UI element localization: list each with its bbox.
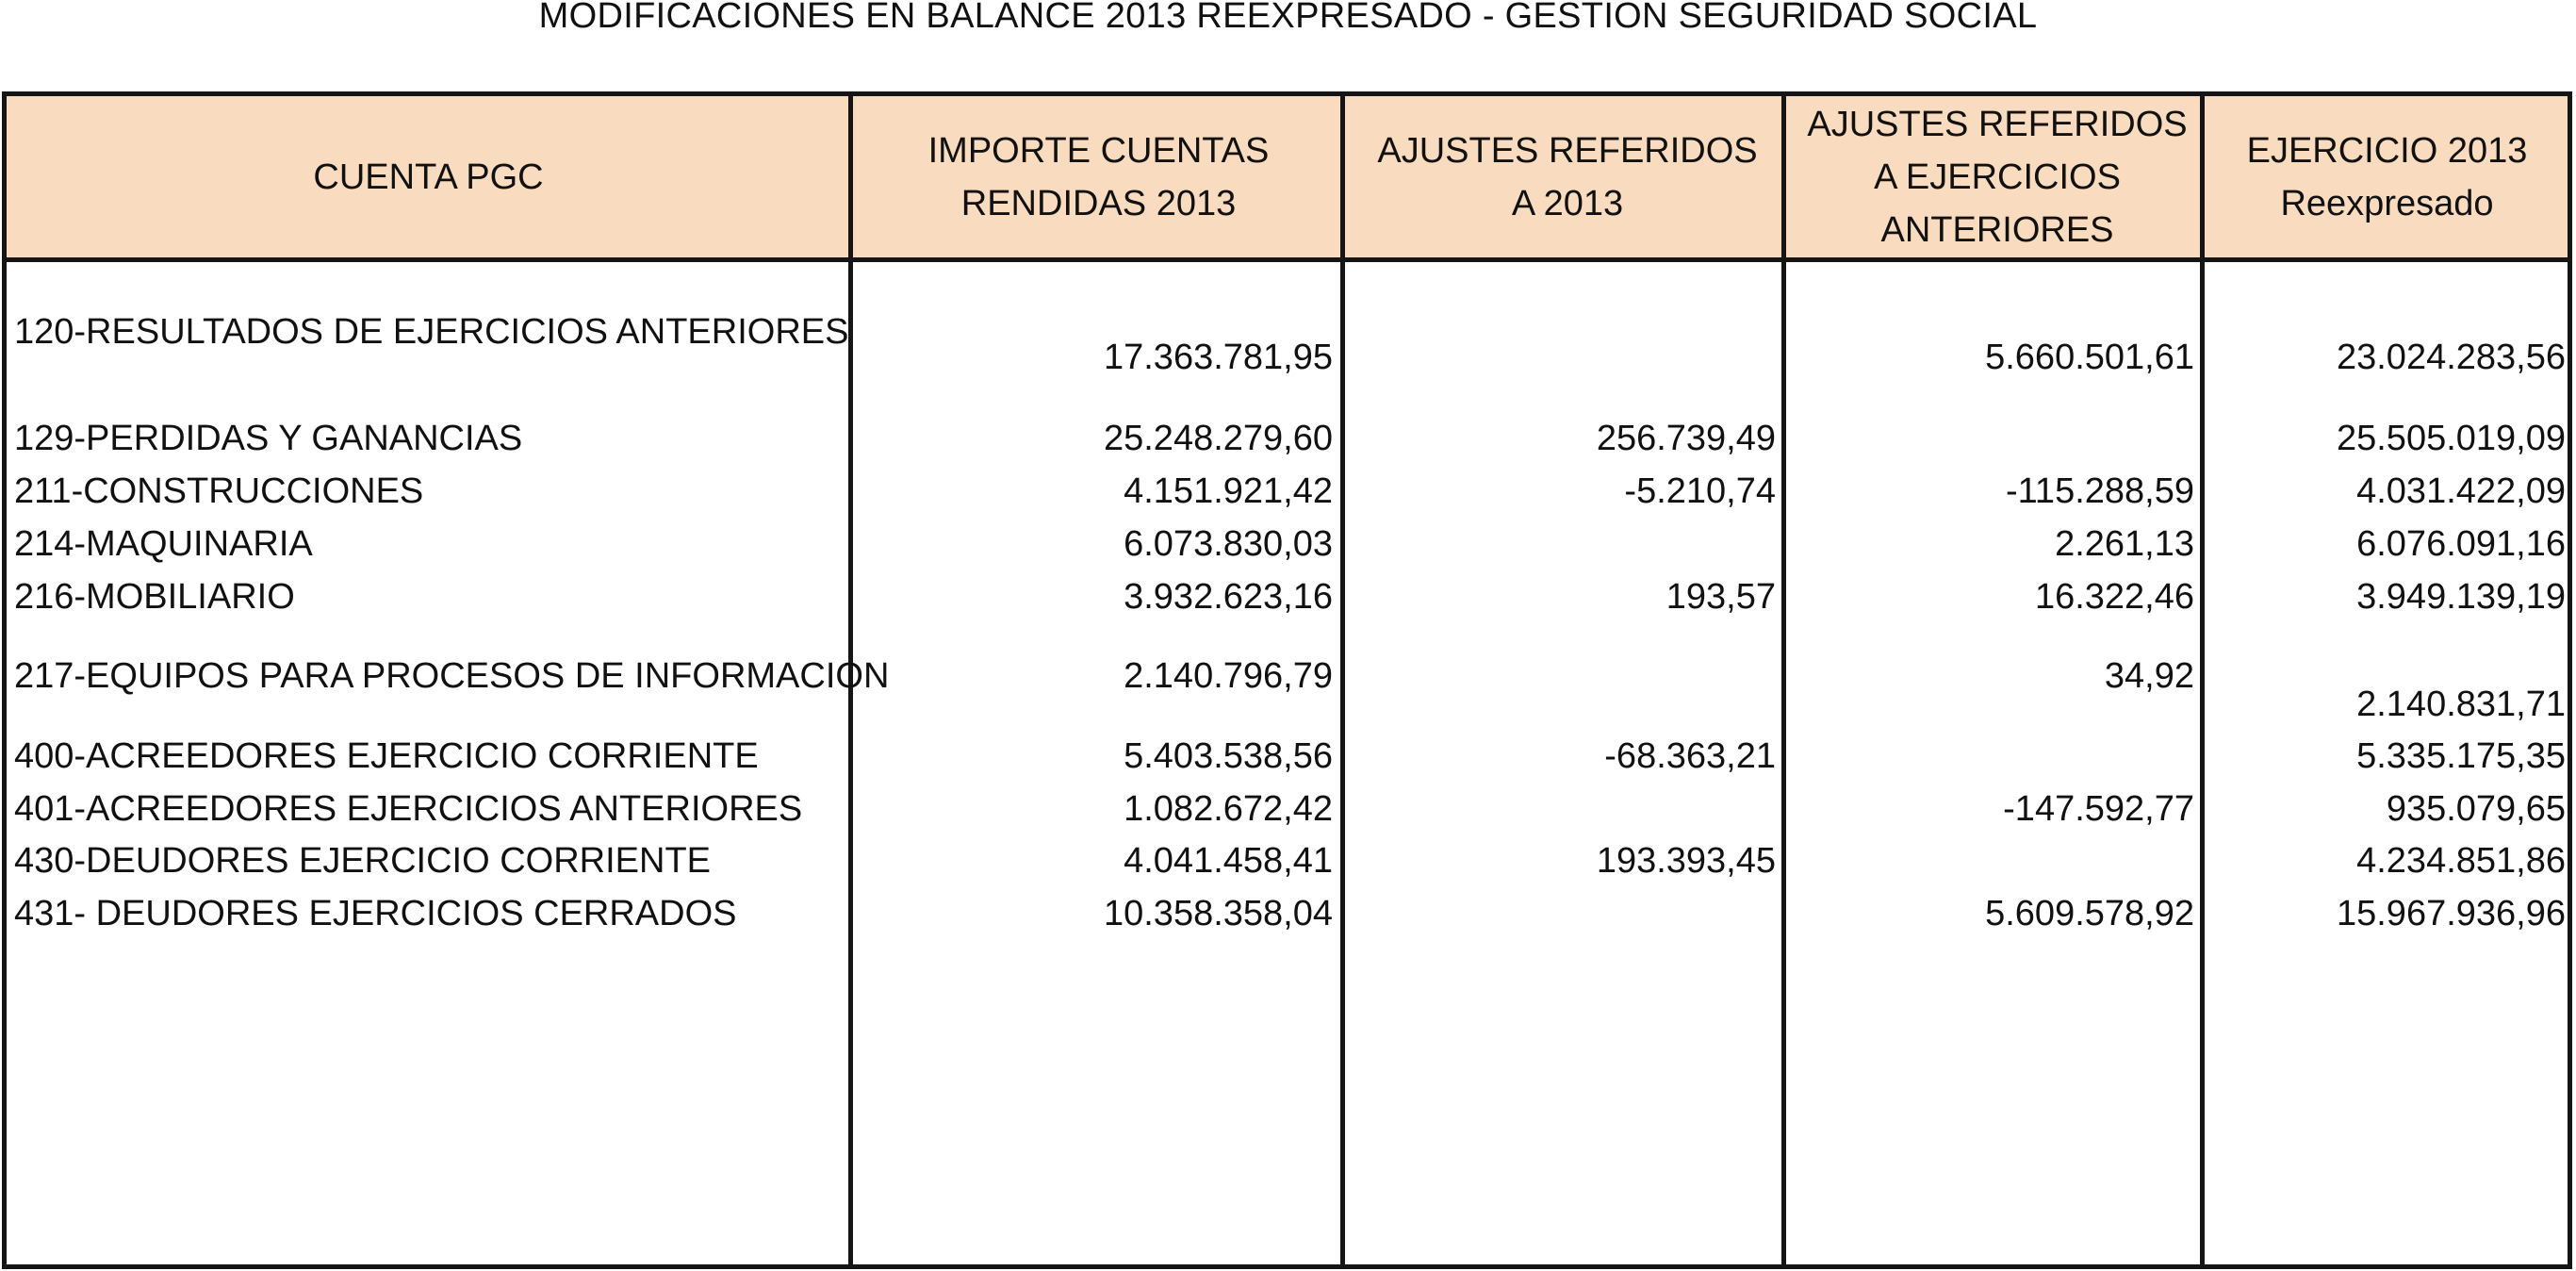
cell-importe: 5.403.538,56 (1124, 736, 1333, 776)
row-account-label: 400-ACREEDORES EJERCICIO CORRIENTE (14, 736, 759, 776)
row-account-label: 430-DEUDORES EJERCICIO CORRIENTE (14, 841, 712, 881)
cell-ajustes-anteriores: -147.592,77 (2003, 789, 2194, 829)
cell-ajustes-anteriores: 2.261,13 (2055, 524, 2194, 564)
cell-ajustes-2013: 193,57 (1665, 577, 1776, 617)
cell-ejercicio: 3.949.139,19 (2356, 577, 2566, 617)
cell-ajustes-anteriores: 5.609.578,92 (1985, 894, 2194, 933)
cell-ejercicio: 935.079,65 (2386, 789, 2566, 829)
cell-ejercicio: 15.967.936,96 (2336, 894, 2566, 933)
cell-ajustes-2013: 256.739,49 (1596, 419, 1776, 458)
table-header (7, 96, 2568, 257)
cell-ejercicio: 4.234.851,86 (2356, 841, 2566, 881)
cell-ajustes-anteriores: -115.288,59 (2005, 471, 2194, 511)
row-account-label: 431- DEUDORES EJERCICIOS CERRADOS (14, 894, 737, 933)
cell-ejercicio: 4.031.422,09 (2356, 471, 2566, 511)
document-title: MODIFICACIONES EN BALANCE 2013 REEXPRESADO - GESTION SEGURIDAD SOCIAL (538, 0, 2038, 36)
cell-ejercicio: 25.505.019,09 (2336, 419, 2566, 458)
row-account-label: 217-EQUIPOS PARA PROCESOS DE INFORMACION (14, 656, 890, 696)
cell-ejercicio: 2.140.831,71 (2356, 685, 2566, 724)
cell-importe: 6.073.830,03 (1124, 524, 1333, 564)
header-ajustes-anteriores: AJUSTES REFERIDOS A EJERCICIOS ANTERIORES (1807, 104, 2188, 250)
row-account-label: 129-PERDIDAS Y GANANCIAS (14, 419, 523, 458)
column-divider (2200, 96, 2205, 1264)
header-divider (7, 257, 2568, 262)
cell-importe: 4.151.921,42 (1124, 471, 1333, 511)
cell-ajustes-2013: -5.210,74 (1624, 471, 1776, 511)
row-account-label: 211-CONSTRUCCIONES (14, 471, 424, 511)
cell-importe: 25.248.279,60 (1103, 419, 1333, 458)
cell-ajustes-2013: 193.393,45 (1596, 841, 1776, 881)
row-account-label: 214-MAQUINARIA (14, 524, 313, 564)
header-ajustes-2013: AJUSTES REFERIDOS A 2013 (1377, 130, 1758, 223)
cell-ejercicio: 23.024.283,56 (2336, 338, 2566, 377)
cell-ejercicio: 6.076.091,16 (2356, 524, 2566, 564)
cell-importe: 2.140.796,79 (1124, 656, 1333, 696)
row-account-label: 216-MOBILIARIO (14, 577, 295, 617)
header-importe-cuentas: IMPORTE CUENTAS RENDIDAS 2013 (927, 130, 1270, 223)
header-cuenta-pgc: CUENTA PGC (313, 157, 544, 197)
column-divider (1781, 96, 1786, 1264)
column-divider (1340, 96, 1345, 1264)
row-account-label: 401-ACREEDORES EJERCICIOS ANTERIORES (14, 789, 803, 829)
cell-importe: 17.363.781,95 (1103, 338, 1333, 377)
header-ejercicio-reexpresado: EJERCICIO 2013 Reexpresado (2246, 130, 2528, 223)
cell-ajustes-anteriores: 34,92 (2104, 656, 2194, 696)
balance-table (2, 91, 2572, 1269)
cell-ajustes-2013: -68.363,21 (1604, 736, 1776, 776)
cell-importe: 3.932.623,16 (1124, 577, 1333, 617)
row-account-label: 120-RESULTADOS DE EJERCICIOS ANTERIORES (14, 312, 849, 352)
cell-importe: 4.041.458,41 (1124, 841, 1333, 881)
cell-ajustes-anteriores: 16.322,46 (2034, 577, 2194, 617)
cell-ajustes-anteriores: 5.660.501,61 (1985, 338, 2194, 377)
cell-importe: 10.358.358,04 (1103, 894, 1333, 933)
cell-ejercicio: 5.335.175,35 (2356, 736, 2566, 776)
cell-importe: 1.082.672,42 (1124, 789, 1333, 829)
